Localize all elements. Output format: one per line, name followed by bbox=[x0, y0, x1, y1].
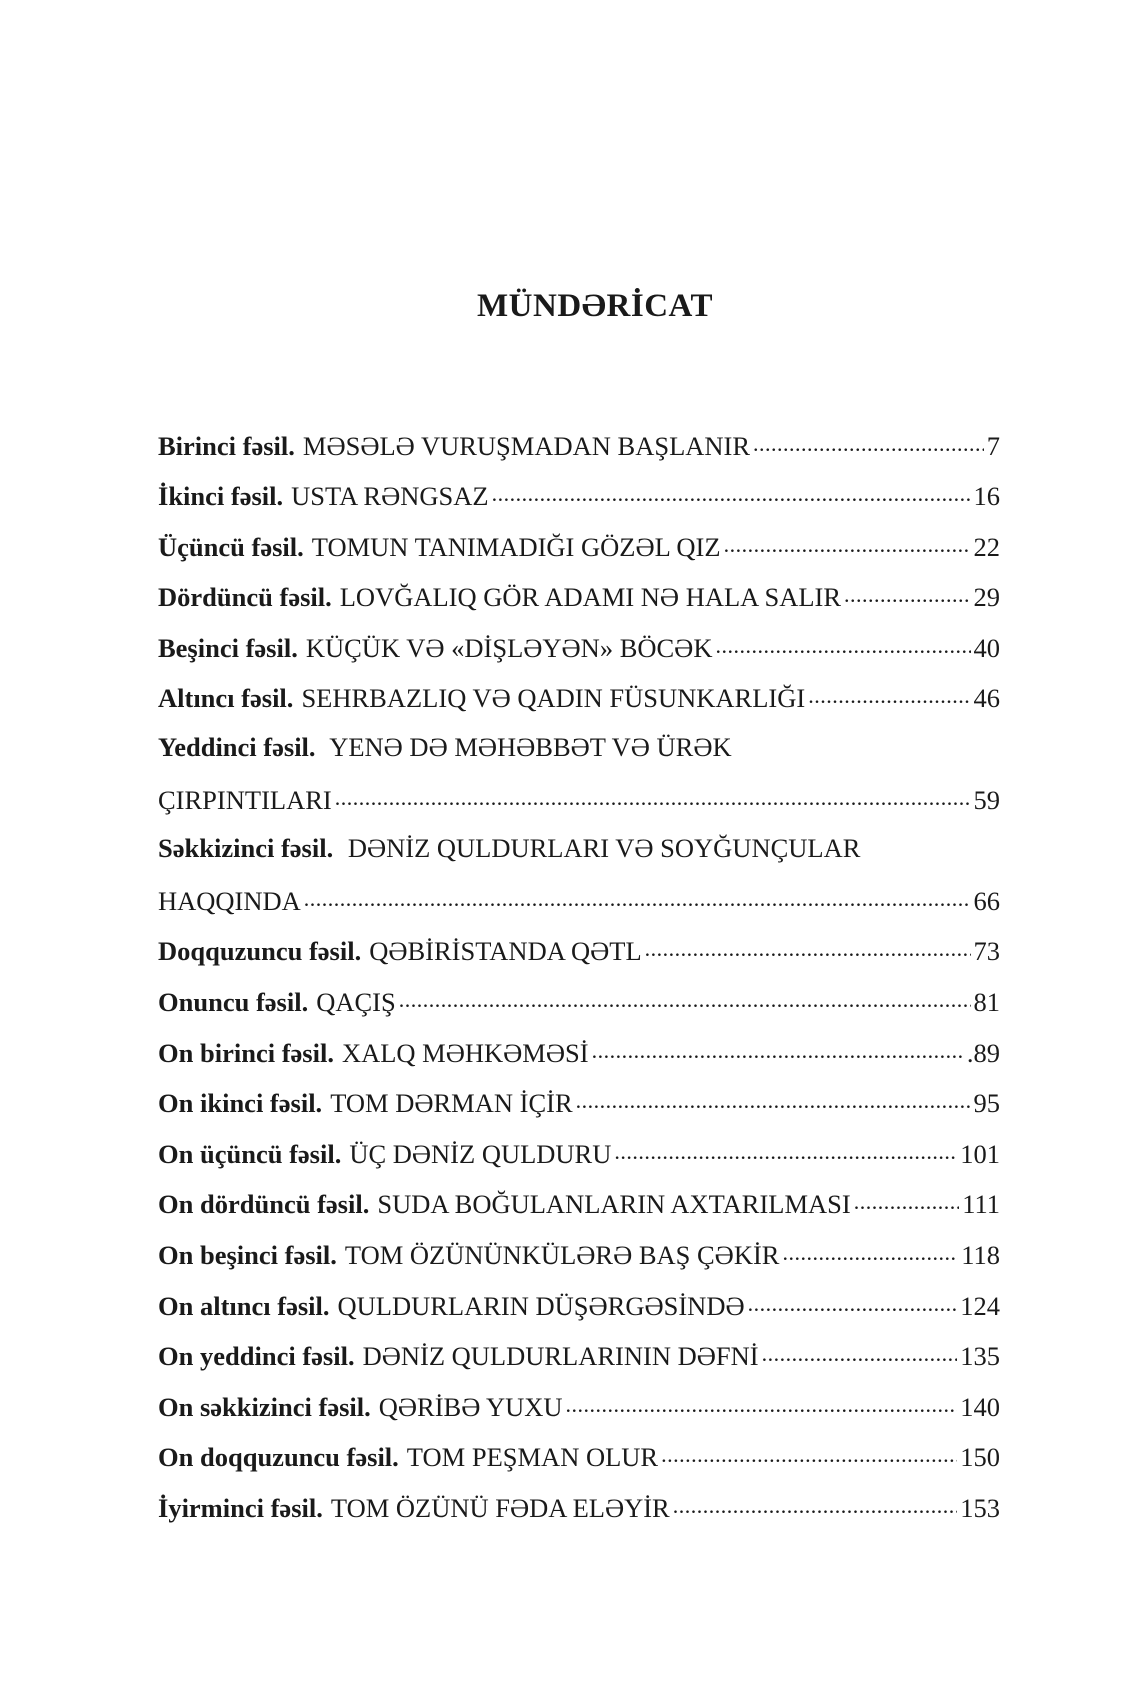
toc-entry bbox=[158, 732, 1000, 783]
chapter-label: On beşinci fəsil. bbox=[158, 1240, 337, 1270]
toc-entry bbox=[158, 1389, 1000, 1440]
page-number: 153 bbox=[960, 1492, 1000, 1523]
page-number: .89 bbox=[966, 1037, 1000, 1068]
dot-leader bbox=[748, 1288, 958, 1315]
chapter-label: On doqquzuncu fəsil. bbox=[158, 1442, 399, 1473]
page-title: MÜNDƏRİCAT bbox=[477, 288, 713, 324]
toc-entry bbox=[158, 934, 1000, 985]
chapter-label: Beşinci fəsil. bbox=[158, 632, 298, 663]
page-number: 7 bbox=[986, 430, 1000, 461]
chapter-label: Səkkizinci fəsil. bbox=[158, 832, 334, 863]
chapter-title: DƏNİZ QULDURLARI VƏ SOYĞUNÇULAR bbox=[347, 832, 861, 863]
chapter-label: On dördüncü fəsil. bbox=[158, 1189, 370, 1220]
page-number: 46 bbox=[973, 683, 1000, 714]
dot-leader bbox=[715, 630, 970, 657]
chapter-title: QULDURLARIN DÜŞƏRGƏSİNDƏ bbox=[337, 1290, 745, 1321]
toc-entry bbox=[158, 1035, 1000, 1086]
chapter-title: YENƏ DƏ MƏHƏBBƏT VƏ ÜRƏK bbox=[329, 731, 732, 762]
page-number: 81 bbox=[973, 987, 1000, 1018]
chapter-title: DƏNİZ QULDURLARININ DƏFNİ bbox=[362, 1341, 759, 1372]
chapter-title-continuation: ÇIRPINTILARI bbox=[158, 784, 332, 815]
page-number: 29 bbox=[973, 582, 1000, 613]
chapter-label: On yeddinci fəsil. bbox=[158, 1341, 355, 1372]
page-number: 22 bbox=[973, 531, 1000, 562]
dot-leader bbox=[854, 1187, 959, 1214]
dot-leader bbox=[782, 1238, 958, 1265]
chapter-title: TOMUN TANIMADIĞI GÖZƏL QIZ bbox=[311, 531, 721, 562]
chapter-label: Birinci fəsil. bbox=[158, 430, 295, 461]
chapter-label: On birinci fəsil. bbox=[158, 1037, 334, 1068]
chapter-title: QAÇIŞ bbox=[316, 987, 396, 1018]
toc-entry bbox=[158, 428, 1000, 479]
chapter-title: ÜÇ DƏNİZ QULDURU bbox=[349, 1138, 612, 1169]
chapter-title: SEHRBAZLIQ VƏ QADIN FÜSUNKARLIĞI bbox=[301, 683, 806, 714]
page-number: 118 bbox=[961, 1240, 1000, 1270]
toc-entry bbox=[158, 1440, 1000, 1491]
toc-entry bbox=[158, 1136, 1000, 1187]
page-number: 135 bbox=[960, 1341, 1000, 1372]
chapter-title: LOVĞALIQ GÖR ADAMI NƏ HALA SALIR bbox=[339, 582, 842, 613]
dot-leader bbox=[592, 1035, 964, 1062]
chapter-label: Altıncı fəsil. bbox=[158, 683, 294, 714]
chapter-label: Doqquzuncu fəsil. bbox=[158, 936, 362, 967]
toc-entry bbox=[158, 580, 1000, 631]
page-number: 101 bbox=[960, 1138, 1000, 1169]
chapter-label: İyirminci fəsil. bbox=[158, 1492, 323, 1523]
dot-leader bbox=[399, 985, 971, 1012]
toc-entry-continuation bbox=[158, 782, 1000, 833]
chapter-title-continuation: HAQQINDA bbox=[158, 885, 301, 916]
dot-leader bbox=[808, 681, 970, 708]
page-number: 73 bbox=[973, 936, 1000, 967]
dot-leader bbox=[753, 428, 984, 455]
chapter-title: TOM ÖZÜNÜNKÜLƏRƏ BAŞ ÇƏKİR bbox=[344, 1240, 780, 1270]
chapter-title: QƏBİRİSTANDA QƏTL bbox=[369, 936, 642, 967]
dot-leader bbox=[614, 1136, 957, 1163]
page-number: 150 bbox=[960, 1442, 1000, 1473]
page-number: 40 bbox=[973, 632, 1000, 663]
toc-entry bbox=[158, 1187, 1000, 1238]
page-number: 16 bbox=[973, 481, 1000, 512]
chapter-label: Üçüncü fəsil. bbox=[158, 531, 304, 562]
page-number: 111 bbox=[962, 1189, 1000, 1220]
dot-leader bbox=[335, 782, 971, 809]
chapter-label: Yeddinci fəsil. bbox=[158, 731, 316, 762]
chapter-title: TOM ÖZÜNÜ FƏDA ELƏYİR bbox=[330, 1492, 670, 1523]
dot-leader bbox=[492, 479, 971, 506]
chapter-title: XALQ MƏHKƏMƏSİ bbox=[341, 1037, 589, 1068]
dot-leader bbox=[566, 1389, 958, 1416]
chapter-title: SUDA BOĞULANLARIN AXTARILMASI bbox=[377, 1189, 851, 1220]
dot-leader bbox=[645, 934, 971, 961]
chapter-title: USTA RƏNGSAZ bbox=[291, 481, 489, 512]
dot-leader bbox=[576, 1086, 971, 1113]
chapter-label: On ikinci fəsil. bbox=[158, 1088, 323, 1119]
dot-leader bbox=[724, 529, 971, 556]
toc-entry bbox=[158, 833, 1000, 884]
toc-entry bbox=[158, 1086, 1000, 1137]
toc-entry bbox=[158, 529, 1000, 580]
dot-leader bbox=[661, 1440, 957, 1467]
page-number: 124 bbox=[960, 1290, 1000, 1321]
page-number: 59 bbox=[973, 784, 1000, 815]
chapter-label: On altıncı fəsil. bbox=[158, 1290, 330, 1321]
toc-entry bbox=[158, 1490, 1000, 1541]
chapter-label: On səkkizinci fəsil. bbox=[158, 1391, 371, 1422]
chapter-label: İkinci fəsil. bbox=[158, 481, 284, 512]
chapter-label: On üçüncü fəsil. bbox=[158, 1138, 342, 1169]
dot-leader bbox=[762, 1339, 958, 1366]
table-of-contents bbox=[158, 428, 1000, 1541]
chapter-title: MƏSƏLƏ VURUŞMADAN BAŞLANIR bbox=[302, 430, 751, 461]
toc-entry bbox=[158, 479, 1000, 530]
dot-leader bbox=[673, 1490, 958, 1517]
chapter-title: KÜÇÜK VƏ «DİŞLƏYƏN» BÖCƏK bbox=[305, 632, 713, 663]
chapter-title: QƏRİBƏ YUXU bbox=[378, 1391, 563, 1422]
toc-entry bbox=[158, 1288, 1000, 1339]
toc-entry bbox=[158, 1339, 1000, 1390]
chapter-label: Dördüncü fəsil. bbox=[158, 582, 332, 613]
chapter-title: TOM PEŞMAN OLUR bbox=[406, 1442, 659, 1473]
chapter-label: Onuncu fəsil. bbox=[158, 987, 309, 1018]
toc-entry bbox=[158, 630, 1000, 681]
toc-entry bbox=[158, 1238, 1000, 1289]
toc-entry-continuation bbox=[158, 883, 1000, 934]
toc-entry bbox=[158, 985, 1000, 1036]
dot-leader bbox=[304, 883, 971, 910]
page-number: 95 bbox=[973, 1088, 1000, 1119]
page-number: 66 bbox=[973, 885, 1000, 916]
toc-entry bbox=[158, 681, 1000, 732]
dot-leader bbox=[844, 580, 970, 607]
page-number: 140 bbox=[960, 1391, 1000, 1422]
chapter-title: TOM DƏRMAN İÇİR bbox=[330, 1088, 573, 1119]
